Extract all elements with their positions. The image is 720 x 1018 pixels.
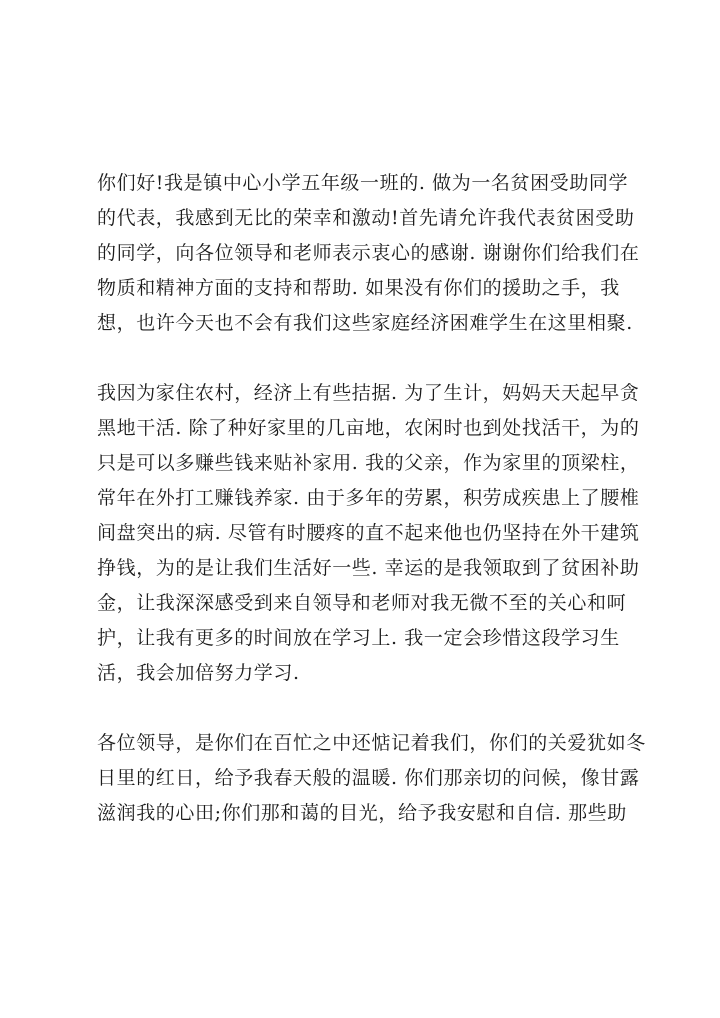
text-line: 活，我会加倍努力学习. — [97, 662, 300, 684]
text-line: 的同学，向各位领导和老师表示衷心的感谢. 谢谢你们给我们在 — [97, 242, 640, 264]
paragraph-1 — [97, 166, 640, 341]
text-line: 日里的红日，给予我春天般的温暖. 你们那亲切的问候，像甘露 — [97, 767, 640, 789]
text-line: 想，也许今天也不会有我们这些家庭经济困难学生在这里相聚. — [97, 312, 633, 334]
text-line: 物质和精神方面的支持和帮助. 如果没有你们的援助之手，我 — [97, 277, 620, 299]
text-line: 各位领导，是你们在百忙之中还惦记着我们，你们的关爱犹如冬 — [97, 732, 646, 754]
text-line: 黑地干活. 除了种好家里的几亩地，农闲时也到处找活干，为的 — [97, 417, 640, 439]
text-line: 只是可以多赚些钱来贴补家用. 我的父亲，作为家里的顶梁柱， — [97, 452, 640, 474]
text-line: 挣钱，为的是让我们生活好一些. 幸运的是我领取到了贫困补助 — [97, 557, 640, 579]
text-line: 滋润我的心田;你们那和蔼的目光，给予我安慰和自信. 那些助 — [97, 802, 627, 824]
text-line: 护，让我有更多的时间放在学习上. 我一定会珍惜这段学习生 — [97, 627, 620, 649]
text-line: 我因为家住农村，经济上有些拮据. 为了生计，妈妈天天起早贪 — [97, 382, 640, 404]
text-line: 你们好!我是镇中心小学五年级一班的. 做为一名贫困受助同学 — [97, 172, 629, 194]
document-body — [97, 166, 646, 866]
text-line: 金，让我深深感受到来自领导和老师对我无微不至的关心和呵 — [97, 592, 627, 614]
text-line: 的代表，我感到无比的荣幸和激动!首先请允许我代表贫困受助 — [97, 207, 635, 229]
text-line: 常年在外打工赚钱养家. 由于多年的劳累，积劳成疾患上了腰椎 — [97, 487, 640, 509]
paragraph-2 — [97, 376, 640, 691]
text-line: 间盘突出的病. 尽管有时腰疼的直不起来他也仍坚持在外干建筑 — [97, 522, 640, 544]
paragraph-3 — [97, 726, 646, 831]
